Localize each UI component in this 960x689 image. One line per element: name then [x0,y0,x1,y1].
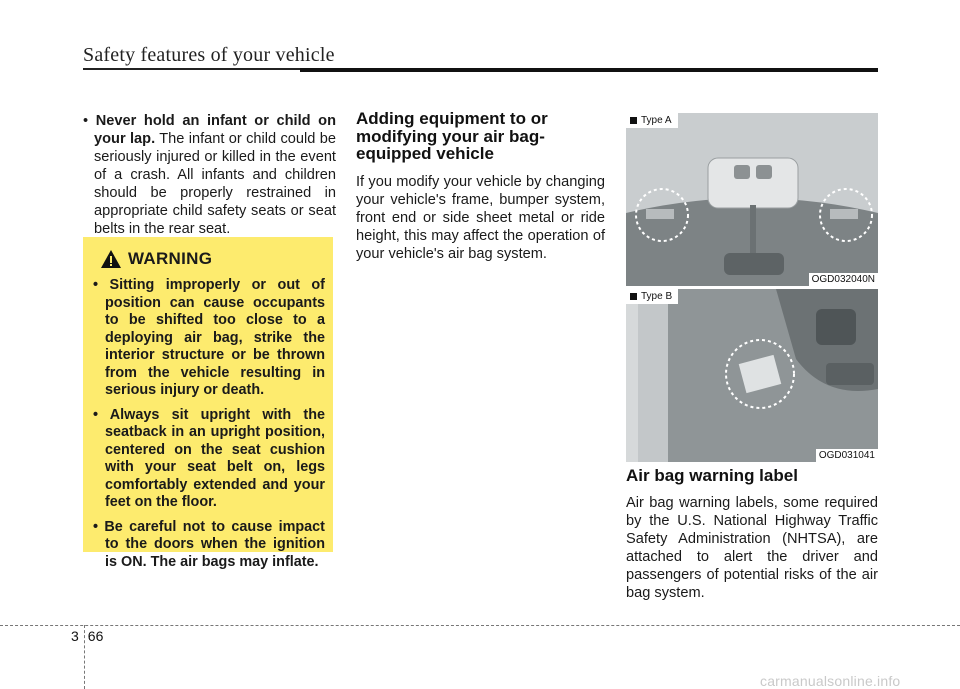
warning-box [83,237,333,570]
headliner-illustration [626,113,878,286]
column-2 [356,110,605,263]
figure-a-label: Type A [626,113,678,128]
column-1 [83,112,336,238]
infant-bullet: • Never hold an infant or child on your lap. The infant or child could be seriously injured or killed in the event of a crash. All infants and children should be properly restrained in appropriate child safety seats or seat belts in the rear seat. [83,113,337,237]
warning-item: • Be careful not to cause impact to the doors when the ignition is ON. The air bags may inflate. [93,518,325,570]
warning-triangle-icon [100,249,122,269]
header-rule-accent [300,68,878,72]
infant-bullet-bold: Never hold an infant or child on your lap. [94,113,337,147]
footer-rule [0,625,960,626]
column-3-text [626,467,878,602]
square-bullet-icon [630,117,637,124]
chapter-number: 3 [71,628,79,644]
figure-type-a [626,113,878,286]
warning-item: • Sitting improperly or out of position can cause occupants to be shifted too close to a deploying air bag, strike the interior structure or be thrown from the vehicle resulting in serious injury or death. [93,277,325,398]
figure-type-b [626,289,878,462]
dashboard-illustration [626,289,878,462]
modify-paragraph: If you modify your vehicle by changing your vehicle's frame, bumper system, front end or side sheet metal or ride height, this may affect the operation of your vehicle's air bag system. [356,173,605,262]
figure-b-code: OGD031041 [816,449,878,462]
warning-item: • Always sit upright with the seatback in an upright position, centered on the seat cushion with your seat belt on, legs comfortably extended and your feet on the floor. [93,406,325,510]
warning-label-paragraph: Air bag warning labels, some required by the U.S. National Highway Traffic Safety Administration (NHTSA), are attached to alert the driver and passengers of potential risks of the air bag system. [626,494,878,601]
header-title: Safety features of your vehicle [83,44,335,66]
page-number-value: 66 [87,628,104,644]
figure-b-label: Type B [626,289,678,304]
figure-a-code: OGD032040N [809,273,878,286]
square-bullet-icon [630,293,637,300]
page-number [71,628,103,644]
watermark: carmanualsonline.info [760,673,901,689]
warning-label-heading: Air bag warning label [626,466,798,485]
warning-title: WARNING [128,249,213,268]
warning-header [100,249,325,269]
modify-heading: Adding equipment to or modifying your air bag-equipped vehicle [356,109,548,163]
infant-bullet-text: The infant or child could be seriously injured or killed in the event of a crash. All infants and children should be properly restrained in appropriate child safety seats or seat belts in the rear seat. [94,131,336,237]
